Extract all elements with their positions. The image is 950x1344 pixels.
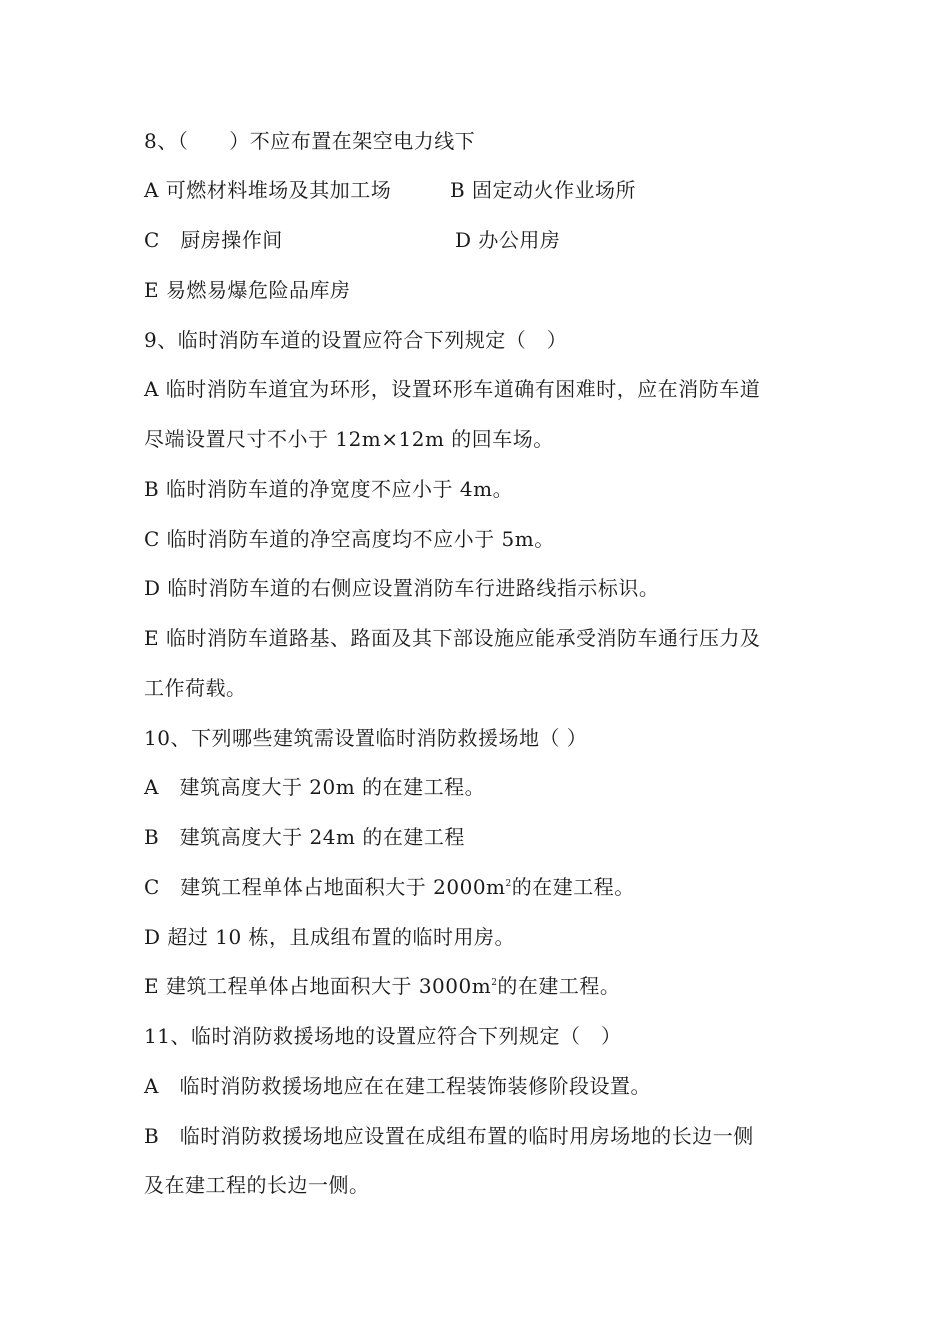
question-9-option-a-line1: A 临时消防车道宜为环形，设置环形车道确有困难时，应在消防车道 [144, 377, 761, 401]
question-9-stem: 9、临时消防车道的设置应符合下列规定（ ） [144, 328, 568, 352]
question-10-option-a: A 建筑高度大于 20m 的在建工程。 [144, 775, 486, 799]
question-8-stem: 8、（ ）不应布置在架空电力线下 [144, 129, 476, 153]
question-9-option-b: B 临时消防车道的净宽度不应小于 4m。 [144, 477, 514, 501]
question-8-options-cd [144, 227, 561, 253]
question-10-option-d: D 超过 10 栋，且成组布置的临时用房。 [144, 925, 516, 949]
question-8-option-e: E 易燃易爆危险品库房 [144, 278, 351, 302]
question-8-option-d: D 办公用房 [455, 228, 561, 252]
question-10-option-e-suffix: 的在建工程。 [497, 974, 621, 998]
question-8-option-a: A 可燃材料堆场及其加工场 [144, 178, 392, 202]
question-8-option-b: B 固定动火作业场所 [450, 178, 637, 202]
question-10-option-e [144, 973, 620, 999]
question-9-option-c: C 临时消防车道的净空高度均不应小于 5m。 [144, 527, 555, 551]
question-10-option-c-suffix: 的在建工程。 [511, 875, 635, 899]
question-9-option-a-line2: 尽端设置尺寸不小于 12m×12m 的回车场。 [144, 427, 554, 451]
question-8-options-ab [144, 177, 637, 203]
question-10-option-b: B 建筑高度大于 24m 的在建工程 [144, 825, 465, 849]
question-10-option-c-text: C 建筑工程单体占地面积大于 2000m [144, 875, 506, 899]
question-10-stem: 10、下列哪些建筑需设置临时消防救援场地（ ） [144, 726, 588, 750]
question-10-option-e-text: E 建筑工程单体占地面积大于 3000m [144, 974, 492, 998]
question-9-option-e-line2: 工作荷载。 [144, 676, 247, 700]
question-9-option-e-line1: E 临时消防车道路基、路面及其下部设施应能承受消防车通行压力及 [144, 626, 761, 650]
question-8-option-c: C 厨房操作间 [144, 228, 283, 252]
question-10-option-c [144, 874, 635, 900]
question-11-option-b-line2: 及在建工程的长边一侧。 [144, 1173, 370, 1197]
question-9-option-d: D 临时消防车道的右侧应设置消防车行进路线指示标识。 [144, 576, 660, 600]
question-11-stem: 11、临时消防救援场地的设置应符合下列规定（ ） [144, 1024, 622, 1048]
superscript-2: 2 [505, 879, 512, 889]
superscript-2: 2 [491, 978, 498, 988]
question-11-option-a: A 临时消防救援场地应在在建工程装饰装修阶段设置。 [144, 1074, 651, 1098]
question-11-option-b-line1: B 临时消防救援场地应设置在成组布置的临时用房场地的长边一侧 [144, 1124, 754, 1148]
